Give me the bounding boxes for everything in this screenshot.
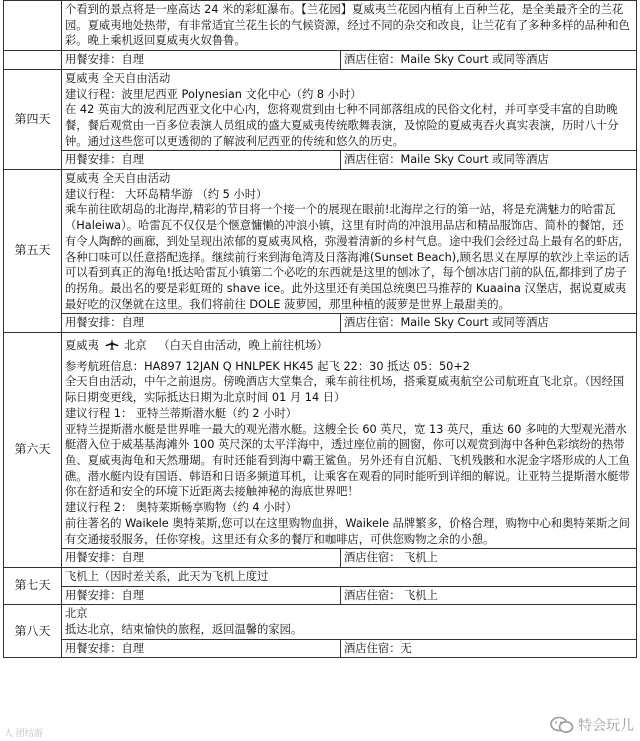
day-label: 第八天 (4, 605, 62, 658)
hotel-info: 酒店住宿： 飞机上 (341, 586, 637, 605)
day-label: 第七天 (4, 567, 62, 604)
day4-description (62, 69, 637, 151)
meal-info: 用餐安排：自理 (62, 314, 341, 333)
day7-description (62, 567, 637, 586)
watermark-text: 特会玩儿 (578, 718, 634, 734)
suggested-route: 建议行程：波里尼西亚 Polynesian 文化中心（约 8 小时） (65, 87, 362, 101)
day5-description (62, 170, 637, 314)
day-cell-continued (4, 1, 62, 51)
meal-info: 用餐安排：自理 (62, 151, 341, 170)
airplane-icon (105, 338, 119, 350)
prev-day-description (62, 1, 637, 51)
day-label: 第六天 (4, 333, 62, 568)
day6-description (62, 333, 637, 549)
hotel-info: 酒店住宿：Maile Sky Court 或同等酒店 (341, 51, 637, 70)
flight-info: 参考航班信息：HA897 12JAN Q HNLPEK HK45 起飞 22：30 抵达 05：50+2 (65, 359, 470, 373)
meal-info: 用餐安排：自理 (62, 639, 341, 658)
meal-info: 用餐安排：自理 (62, 51, 341, 70)
suggested-route-1: 建议行程 1： 亚特兰蒂斯潜水艇（约 2 小时） (65, 406, 298, 420)
route-to: 北京 (124, 339, 147, 353)
prev-day-text: 个看到的景点将是一座高达 24 米的彩虹瀑布。【兰花园】夏威夷兰花园内植有上百种兰花，是全美最齐全的兰花园。夏威夷地处热带，有非常适宜兰花生长的气候资源，经过不同的杂交和改良，让兰花有了多种多样的品种和色彩。晚上乘机返回夏威夷火奴鲁鲁。 (65, 3, 630, 48)
hotel-info: 酒店住宿：Maile Sky Court 或同等酒店 (341, 314, 637, 333)
suggested-route: 建议行程： 大环岛精华游 （约 5 小时） (65, 187, 268, 201)
route-from: 夏威夷 (65, 339, 99, 353)
suggested-route-2: 建议行程 2： 奥特莱斯畅享购物（约 4 小时） (65, 501, 298, 515)
day-title: 北京 (65, 607, 88, 621)
itinerary-table (3, 0, 637, 658)
day-text: 在 42 英亩大的波利尼西亚文化中心内，您将观赏到由七种不同部落组成的民俗文化村，并可享受丰富的自助晚餐，餐后观赏由一百多位表演人员组成的盛大夏威夷传统歌舞表演，及惊险的夏威夷吞火真实表演，历时八十分钟。通过这些您可以更透彻的了解波利尼西亚的传统和悠久的历史。 (65, 103, 619, 148)
day-text: 抵达北京，结束愉快的旅程，返回温馨的家园。 (65, 623, 303, 637)
day-text: 前往著名的 Waikele 奥特莱斯,您可以在这里购物血拼，Waikele 品牌繁多，价格合理，购物中心和奥特莱斯之间有交通接驳服务，任你穿梭。这里还有众多的餐厅和咖啡店，可供您购物之余的小憩。 (65, 516, 630, 546)
route-line (65, 338, 633, 354)
hotel-info: 酒店住宿：无 (341, 639, 637, 658)
meal-info: 用餐安排：自理 (62, 586, 341, 605)
wechat-icon (550, 716, 574, 734)
day-text: 全天自由活动，中午之前退房。傍晚酒店大堂集合，乘车前往机场，搭乘夏威夷航空公司航班直飞北京。（因经国际日期变更线，实际抵达日期为北京时间 01 月 14 日） (65, 375, 625, 405)
hotel-info: 酒店住宿： 飞机上 (341, 549, 637, 568)
day-title: 夏威夷 全天自由活动 (65, 71, 171, 85)
day-label: 第五天 (4, 170, 62, 333)
day-title: 夏威夷 全天自由活动 (65, 172, 171, 186)
day-text: 亚特兰提斯潜水艇是世界唯一最大的观光潜水艇。这艘全长 60 英尺，宽 13 英尺，重达 60 多吨的大型观光潜水艇潜入位于威基基海滩外 100 英尺深的太平洋海中，透过座位前的圆窗，你可以观赏到海中各种色彩缤纷的热带鱼、夏威夷海龟和天然珊瑚。有时还能看到海中霸王鲨鱼。另外还有自沉船、飞机残骸和水泥金字塔形成的人工鱼礁。潜水艇内设有国语、韩语和日语多频道耳机，让乘客在观看的同时能听到详细的解说。让亚特兰提斯潜水艇带你在舒适和安全的环境下近距离去接触神秘的海底世界吧！ (65, 422, 630, 499)
watermark-left: 人 团结游 (4, 729, 43, 739)
day-text: 乘车前往欧胡岛的北海岸,精彩的节目将一个接一个的展现在眼前!北海岸之行的第一站，将是充满魅力的哈雷瓦（Haleiwa）。哈雷瓦不仅仅是个惬意慵懒的冲浪小镇，这里有时尚的冲浪用品店和精品服饰店、简朴的餐馆，还有令人陶醉的画廊，到处呈现出浓郁的夏威夷风格，弥漫着清新的乡村气息。途中我们会经过岛上最有名的虾店,各种口味可以任意搭配选择。继续前行来到海龟湾及日落海滩(Sunset Beach),顾名思义在厚厚的软沙上幸运的话可以看到真正的海龟!抵达哈雷瓦小镇第二个必吃的东西就是这里的刨冰了，每个刨冰店门前的队伍,都排到了房子的拐角。最出名的要是彩虹斑的 shave ice。此外这里还有美国总统奥巴马推荐的 Kuaaina 汉堡店，据说夏威夷最好吃的汉堡就在这里。我们将前往 DOLE 菠萝园，那里种植的菠萝是世界上最甜美的。 (65, 203, 630, 311)
route-note: （白天自由活动，晚上前往机场） (158, 339, 328, 353)
meal-info: 用餐安排：自理 (62, 549, 341, 568)
watermark-right (550, 715, 634, 735)
day8-description (62, 605, 637, 639)
day-text: 飞机上（因时差关系，此天为飞机上度过 (65, 569, 269, 583)
hotel-info: 酒店住宿：Maile Sky Court 或同等酒店 (341, 151, 637, 170)
day-label: 第四天 (4, 69, 62, 169)
